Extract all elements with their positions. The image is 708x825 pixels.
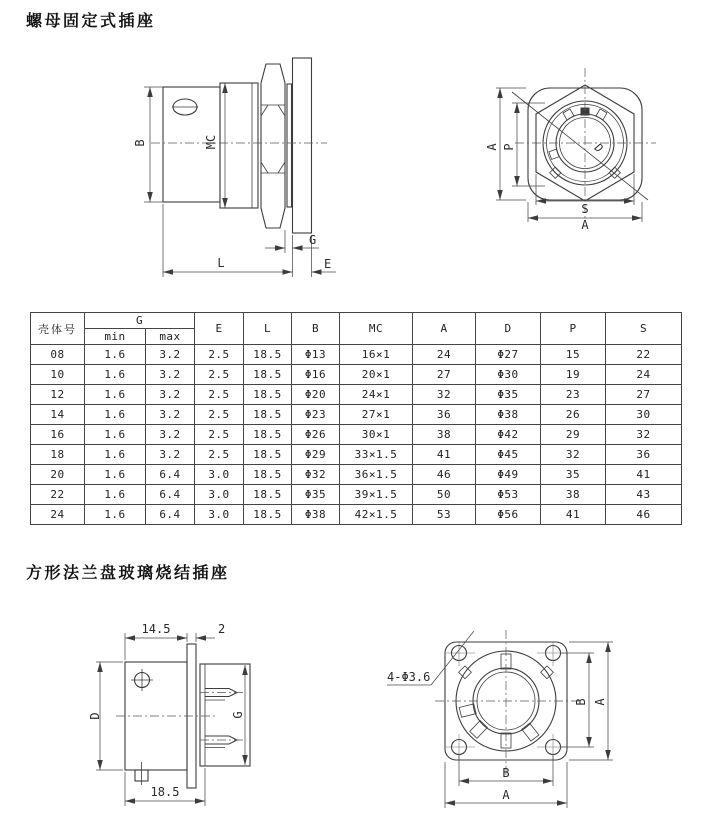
table-cell: 22 xyxy=(606,345,682,365)
table-cell: 32 xyxy=(606,425,682,445)
section-title-flange-socket: 方形法兰盘玻璃烧结插座 xyxy=(26,565,230,582)
table-cell: 3.2 xyxy=(146,405,195,425)
dim-label-d: D xyxy=(88,712,102,720)
table-cell: Φ32 xyxy=(292,465,340,485)
table-cell: Φ23 xyxy=(292,405,340,425)
dim-label-e: E xyxy=(324,257,332,271)
dim-label-a-left: A xyxy=(485,143,499,151)
dim-label-b-right: B xyxy=(574,698,588,706)
table-cell: 20×1 xyxy=(340,365,413,385)
table-cell: 6.4 xyxy=(146,505,195,525)
table-cell: 2.5 xyxy=(195,405,244,425)
table-cell: 1.6 xyxy=(85,365,146,385)
table-cell: 30×1 xyxy=(340,425,413,445)
screw-head xyxy=(131,669,153,691)
table-cell: 15 xyxy=(541,345,606,365)
table-cell: 18.5 xyxy=(244,485,292,505)
hole-callout-label: 4-Φ3.6 xyxy=(387,670,431,684)
table-cell: 53 xyxy=(413,505,476,525)
dim-label-d: D xyxy=(592,141,606,156)
table-cell: 27 xyxy=(606,385,682,405)
drawing-nut-socket-side-view xyxy=(95,50,355,290)
table-cell: 22 xyxy=(31,485,85,505)
dimension-lines xyxy=(96,633,245,806)
table-cell: 1.6 xyxy=(85,505,146,525)
table-cell: 39×1.5 xyxy=(340,485,413,505)
table-cell: 18.5 xyxy=(244,425,292,445)
table-cell: Φ30 xyxy=(476,365,541,385)
table-cell: 36×1.5 xyxy=(340,465,413,485)
connector-outline xyxy=(163,58,312,233)
dim-label-g: G xyxy=(309,233,317,247)
dimension-spec-table xyxy=(30,312,682,525)
table-cell: Φ45 xyxy=(476,445,541,465)
table-cell: 38 xyxy=(541,485,606,505)
table-cell: Φ20 xyxy=(292,385,340,405)
table-cell: 3.2 xyxy=(146,425,195,445)
table-cell: 18.5 xyxy=(244,405,292,425)
table-cell: 46 xyxy=(606,505,682,525)
table-cell: 38 xyxy=(413,425,476,445)
table-cell: 30 xyxy=(606,405,682,425)
col-header-d: D xyxy=(476,313,541,345)
dim-label-18-5: 18.5 xyxy=(150,785,180,799)
dim-label-a-bottom: A xyxy=(502,788,510,802)
dim-label-14-5: 14.5 xyxy=(141,622,171,636)
table-cell: 3.0 xyxy=(195,505,244,525)
col-header-mc: MC xyxy=(340,313,413,345)
table-cell: 18.5 xyxy=(244,365,292,385)
table-cell: 29 xyxy=(541,425,606,445)
table-cell: 32 xyxy=(413,385,476,405)
table-cell: 24×1 xyxy=(340,385,413,405)
dim-label-mc: MC xyxy=(204,134,218,150)
screw-head xyxy=(172,99,198,115)
table-cell: 23 xyxy=(541,385,606,405)
table-cell: 3.2 xyxy=(146,365,195,385)
table-cell: 41 xyxy=(541,505,606,525)
drawing-flange-socket-front-view xyxy=(383,618,628,825)
table-cell: 26 xyxy=(541,405,606,425)
table-cell: 41 xyxy=(606,465,682,485)
table-cell: 18.5 xyxy=(244,445,292,465)
table-cell: Φ49 xyxy=(476,465,541,485)
table-cell: 08 xyxy=(31,345,85,365)
table-cell: 24 xyxy=(606,365,682,385)
table-cell: Φ38 xyxy=(292,505,340,525)
table-header-row xyxy=(31,313,682,329)
table-cell: 43 xyxy=(606,485,682,505)
table-cell: Φ38 xyxy=(476,405,541,425)
table-cell: 1.6 xyxy=(85,425,146,445)
table-cell: 35 xyxy=(541,465,606,485)
table-cell: 18.5 xyxy=(244,385,292,405)
table-cell: Φ42 xyxy=(476,425,541,445)
table-row xyxy=(31,445,682,465)
table-cell: 16×1 xyxy=(340,345,413,365)
drawing-flange-socket-side-view xyxy=(88,612,323,825)
diameter-line xyxy=(512,92,648,200)
table-row xyxy=(31,485,682,505)
table-cell: 18 xyxy=(31,445,85,465)
col-header-a: A xyxy=(413,313,476,345)
table-cell: Φ16 xyxy=(292,365,340,385)
table-cell: 19 xyxy=(541,365,606,385)
table-cell: Φ27 xyxy=(476,345,541,365)
bottom-screw xyxy=(135,762,148,785)
table-cell: 41 xyxy=(413,445,476,465)
table-cell: 2.5 xyxy=(195,425,244,445)
table-row xyxy=(31,405,682,425)
dim-label-s: S xyxy=(581,202,589,216)
table-cell: 32 xyxy=(541,445,606,465)
table-row xyxy=(31,465,682,485)
table-cell: Φ35 xyxy=(476,385,541,405)
dim-label-2: 2 xyxy=(218,622,226,636)
table-cell: 27×1 xyxy=(340,405,413,425)
dim-label-b-bottom: B xyxy=(502,766,510,780)
col-header-g-min: min xyxy=(85,329,146,345)
table-cell: Φ29 xyxy=(292,445,340,465)
drawing-nut-socket-front-view xyxy=(460,56,695,246)
table-cell: 27 xyxy=(413,365,476,385)
table-cell: 1.6 xyxy=(85,385,146,405)
table-cell: 12 xyxy=(31,385,85,405)
table-cell: 18.5 xyxy=(244,345,292,365)
col-header-e: E xyxy=(195,313,244,345)
table-cell: 3.2 xyxy=(146,445,195,465)
table-cell: 50 xyxy=(413,485,476,505)
table-cell: 36 xyxy=(413,405,476,425)
table-cell: Φ13 xyxy=(292,345,340,365)
table-cell: 10 xyxy=(31,365,85,385)
table-cell: 6.4 xyxy=(146,465,195,485)
col-header-g-max: max xyxy=(146,329,195,345)
table-row xyxy=(31,365,682,385)
table-cell: 16 xyxy=(31,425,85,445)
col-header-l: L xyxy=(244,313,292,345)
table-cell: 1.6 xyxy=(85,445,146,465)
table-cell: 1.6 xyxy=(85,345,146,365)
table-row xyxy=(31,505,682,525)
table-cell: 3.2 xyxy=(146,385,195,405)
table-cell: 3.0 xyxy=(195,485,244,505)
col-header-g: G xyxy=(85,313,195,329)
dimension-lines xyxy=(144,83,336,277)
table-cell: 2.5 xyxy=(195,365,244,385)
table-cell: 24 xyxy=(413,345,476,365)
table-cell: 24 xyxy=(31,505,85,525)
table-row xyxy=(31,345,682,365)
table-cell: 1.6 xyxy=(85,465,146,485)
dim-label-a-bottom: A xyxy=(581,218,589,232)
table-cell: 36 xyxy=(606,445,682,465)
table-cell: 1.6 xyxy=(85,485,146,505)
dim-label-p: P xyxy=(502,143,516,151)
table-cell: Φ53 xyxy=(476,485,541,505)
col-header-p: P xyxy=(541,313,606,345)
table-cell: 18.5 xyxy=(244,465,292,485)
dim-label-b: B xyxy=(133,139,147,147)
table-cell: 6.4 xyxy=(146,485,195,505)
table-cell: Φ26 xyxy=(292,425,340,445)
table-cell: 2.5 xyxy=(195,345,244,365)
table-cell: 2.5 xyxy=(195,445,244,465)
table-cell: 33×1.5 xyxy=(340,445,413,465)
col-header-b: B xyxy=(292,313,340,345)
table-cell: Φ35 xyxy=(292,485,340,505)
col-header-shell-no: 壳体号 xyxy=(31,313,85,345)
dim-label-g: G xyxy=(231,711,245,719)
table-cell: 20 xyxy=(31,465,85,485)
dim-label-a-right: A xyxy=(593,698,607,706)
table-cell: 1.6 xyxy=(85,405,146,425)
table-cell: 3.2 xyxy=(146,345,195,365)
table-cell: 42×1.5 xyxy=(340,505,413,525)
table-row xyxy=(31,385,682,405)
table-cell: 2.5 xyxy=(195,385,244,405)
table-cell: 18.5 xyxy=(244,505,292,525)
section-title-nut-socket: 螺母固定式插座 xyxy=(26,13,156,30)
col-header-s: S xyxy=(606,313,682,345)
table-cell: 3.0 xyxy=(195,465,244,485)
table-cell: 46 xyxy=(413,465,476,485)
table-cell: 14 xyxy=(31,405,85,425)
table-row xyxy=(31,425,682,445)
dim-label-l: L xyxy=(217,256,225,270)
table-cell: Φ56 xyxy=(476,505,541,525)
